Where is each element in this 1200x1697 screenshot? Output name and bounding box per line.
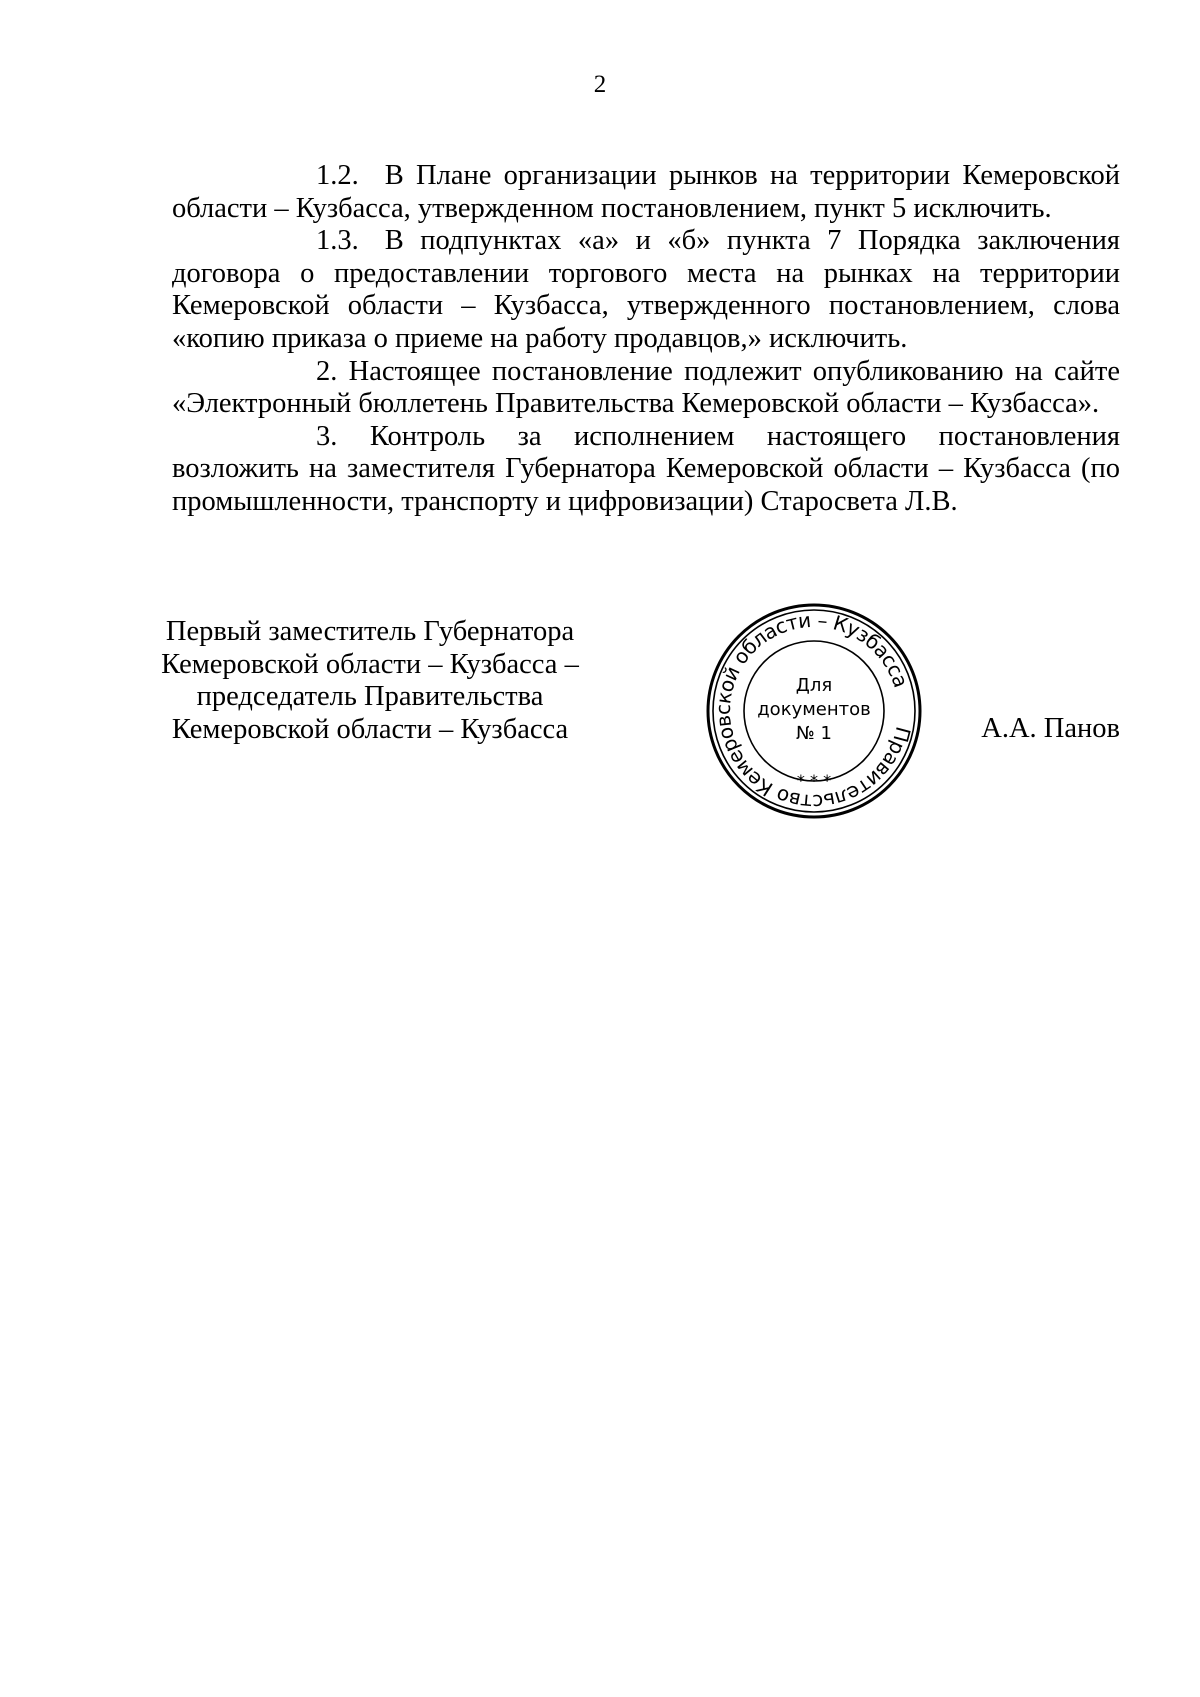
seal-graphic [699, 596, 929, 826]
official-seal [699, 596, 929, 826]
signer-title-line: Первый заместитель Губернатора [165, 616, 575, 647]
seal-center-line: Для [795, 675, 833, 696]
paragraph-2 [172, 356, 1120, 421]
paragraph-3 [172, 421, 1120, 519]
paragraph-text: Контроль за исполнением настоящего постановления возложить на заместителя Губернатора Кемеровской области – Кузбасса (по промышленности, транспорту и цифровизации) Старосвета Л.В. [172, 420, 1121, 517]
seal-ring-text-path: Правительство Кемеровской области – Кузбасса [710, 607, 916, 815]
seal-center-line: документов [757, 699, 871, 720]
document-body [172, 160, 1120, 519]
signer-title-line: Кемеровской области – Кузбасса – [161, 648, 579, 680]
paragraph-number: 1.3. [316, 225, 359, 257]
paragraph-number: 1.2. [316, 160, 359, 191]
paragraph-text: В Плане организации рынков на территории Кемеровской области – Кузбасса, утвержденном постановлением, пункт 5 исключить. [172, 160, 1120, 224]
paragraph-1-2 [172, 160, 1120, 225]
page-number: 2 [593, 71, 607, 98]
seal-center-line: № 1 [796, 723, 832, 744]
signer-title [150, 616, 590, 746]
signer-name: А.А. Панов [981, 713, 1120, 744]
paragraph-text: Настоящее постановление подлежит опубликованию на сайте «Электронный бюллетень Правительства Кемеровской области – Кузбасса». [172, 355, 1120, 420]
paragraph-number: 2. [316, 355, 338, 387]
paragraph-text: В подпунктах «а» и «б» пункта 7 Порядка заключения договора о предоставлении торгового места на рынках на территории Кемеровской области – Кузбасса, утвержденного постановлением, слова «копию приказа о приеме на работу продавцов,» исключить. [172, 225, 1120, 354]
paragraph-number: 3. [316, 420, 338, 452]
paragraph-1-3 [172, 225, 1120, 355]
signer-title-line: Кемеровской области – Кузбасса [171, 713, 569, 745]
seal-stars: * * * [796, 771, 832, 790]
signer-title-line: председатель Правительства [196, 681, 544, 713]
